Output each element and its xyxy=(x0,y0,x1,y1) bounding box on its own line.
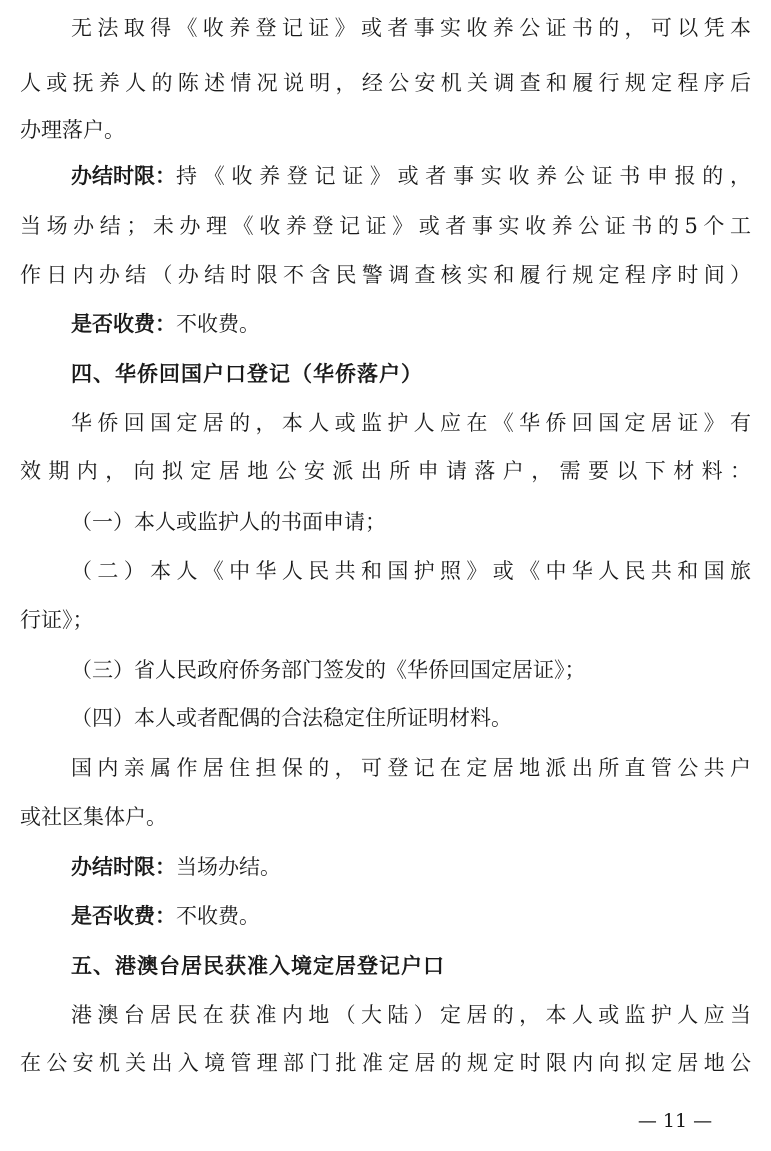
fee-label: 是否收费： xyxy=(71,904,176,928)
fee-paragraph xyxy=(71,896,751,936)
time-limit-paragraph xyxy=(71,847,751,887)
paragraph-line: 在公安机关出入境管理部门批准定居的规定时限内向拟定居地公 xyxy=(20,1051,751,1075)
list-item-continuation: 行证》； xyxy=(20,608,94,632)
list-item: （三）省人民政府侨务部门签发的《华侨回国定居证》； xyxy=(71,658,586,682)
list-item: （二）本人《中华人民共和国护照》或《中华人民共和国旅 xyxy=(71,559,751,583)
paragraph-line: 办理落户。 xyxy=(20,118,125,142)
paragraph-line: 国内亲属作居住担保的，可登记在定居地派出所直管公共户 xyxy=(71,756,751,780)
page-number: — 11 — xyxy=(637,1110,713,1132)
time-limit-label: 办结时限： xyxy=(71,164,176,188)
paragraph-line: 港澳台居民在获准内地（大陆）定居的，本人或监护人应当 xyxy=(71,1003,751,1027)
paragraph-line: 当场办结；未办理《收养登记证》或者事实收养公证书的5个工 xyxy=(20,214,751,238)
fee-paragraph xyxy=(71,304,751,344)
time-limit-text: 持《收养登记证》或者事实收养公证书申报的， xyxy=(176,164,751,188)
time-limit-label: 办结时限： xyxy=(71,855,176,879)
fee-label: 是否收费： xyxy=(71,312,176,336)
fee-value: 不收费。 xyxy=(176,312,260,336)
paragraph-line: 无法取得《收养登记证》或者事实收养公证书的，可以凭本 xyxy=(71,16,751,40)
paragraph-line: 作日内办结（办结时限不含民警调查核实和履行规定程序时间） xyxy=(20,263,751,287)
fee-value: 不收费。 xyxy=(176,904,260,928)
paragraph-line: 人或抚养人的陈述情况说明，经公安机关调查和履行规定程序后 xyxy=(20,71,751,95)
paragraph-line: 或社区集体户。 xyxy=(20,805,167,829)
paragraph-line: 华侨回国定居的，本人或监护人应在《华侨回国定居证》有 xyxy=(71,411,751,435)
paragraph-line: 效期内，向拟定居地公安派出所申请落户，需要以下材料： xyxy=(20,459,751,483)
time-limit-text: 当场办结。 xyxy=(176,855,281,879)
list-item: （一）本人或监护人的书面申请； xyxy=(71,510,386,534)
list-item: （四）本人或者配偶的合法稳定住所证明材料。 xyxy=(71,706,512,730)
time-limit-paragraph xyxy=(71,156,751,196)
section-heading: 五、港澳台居民获准入境定居登记户口 xyxy=(71,954,445,978)
section-heading: 四、华侨回国户口登记（华侨落户） xyxy=(71,362,423,386)
